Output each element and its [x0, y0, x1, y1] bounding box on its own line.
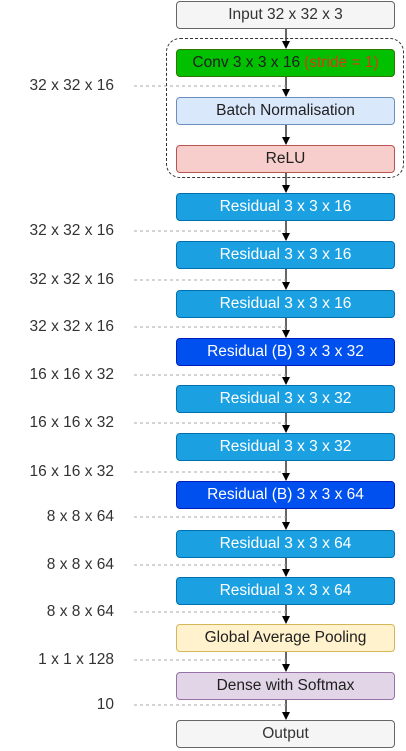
pooling-label: Global Average Pooling [204, 629, 367, 646]
dim-label: 16 x 16 x 32 [29, 463, 114, 480]
residual-layer-label: Residual 3 x 3 x 64 [219, 582, 352, 599]
dense-label: Dense with Softmax [216, 677, 355, 694]
dim-label: 8 x 8 x 64 [46, 508, 114, 525]
dim-label: 16 x 16 x 32 [29, 366, 114, 383]
relu-layer [176, 145, 395, 173]
batch-norm-layer [176, 97, 395, 125]
residual-layer-label: Residual 3 x 3 x 16 [219, 198, 352, 215]
residual-layer-label: Residual 3 x 3 x 16 [219, 246, 352, 263]
dim-label: 1 x 1 x 128 [38, 651, 114, 668]
input-layer [176, 1, 395, 29]
residual-layer-3 [176, 290, 395, 318]
dim-label: 32 x 32 x 16 [29, 222, 114, 239]
residual-layer-1 [176, 193, 395, 221]
residual-layer-label: Residual 3 x 3 x 32 [219, 438, 352, 455]
residual-b-layer-32 [176, 338, 395, 366]
dim-label: 10 [96, 696, 114, 713]
conv-layer [176, 49, 395, 77]
residual-layer-label: Residual 3 x 3 x 16 [219, 295, 352, 312]
residual-b-layer-64 [176, 481, 395, 509]
output-layer [176, 720, 395, 748]
residual-layer-label: Residual 3 x 3 x 32 [219, 390, 352, 407]
residual-layer-7 [176, 577, 395, 605]
residual-layer-5 [176, 433, 395, 461]
residual-layer-2 [176, 241, 395, 269]
residual-layer-label: Residual 3 x 3 x 64 [219, 535, 352, 552]
dim-label: 16 x 16 x 32 [29, 414, 114, 431]
dim-label: 32 x 32 x 16 [29, 318, 114, 335]
global-average-pooling-layer [176, 624, 395, 652]
residual-layer-6 [176, 530, 395, 558]
input-layer-label: Input 32 x 32 x 3 [228, 6, 343, 23]
dim-label: 32 x 32 x 16 [29, 271, 114, 288]
dense-softmax-layer [176, 672, 395, 700]
relu-label: ReLU [265, 150, 306, 167]
dim-label: 8 x 8 x 64 [46, 603, 114, 620]
batch-norm-label: Batch Normalisation [216, 102, 355, 119]
dim-label: 32 x 32 x 16 [29, 77, 114, 94]
conv-stride-note: (stride = 1) [304, 54, 379, 71]
output-label: Output [262, 725, 309, 742]
residual-b-layer-label: Residual (B) 3 x 3 x 64 [207, 486, 364, 503]
dim-label: 8 x 8 x 64 [46, 556, 114, 573]
residual-b-layer-label: Residual (B) 3 x 3 x 32 [207, 343, 364, 360]
conv-layer-label: Conv 3 x 3 x 16 [192, 54, 301, 71]
residual-layer-4 [176, 385, 395, 413]
